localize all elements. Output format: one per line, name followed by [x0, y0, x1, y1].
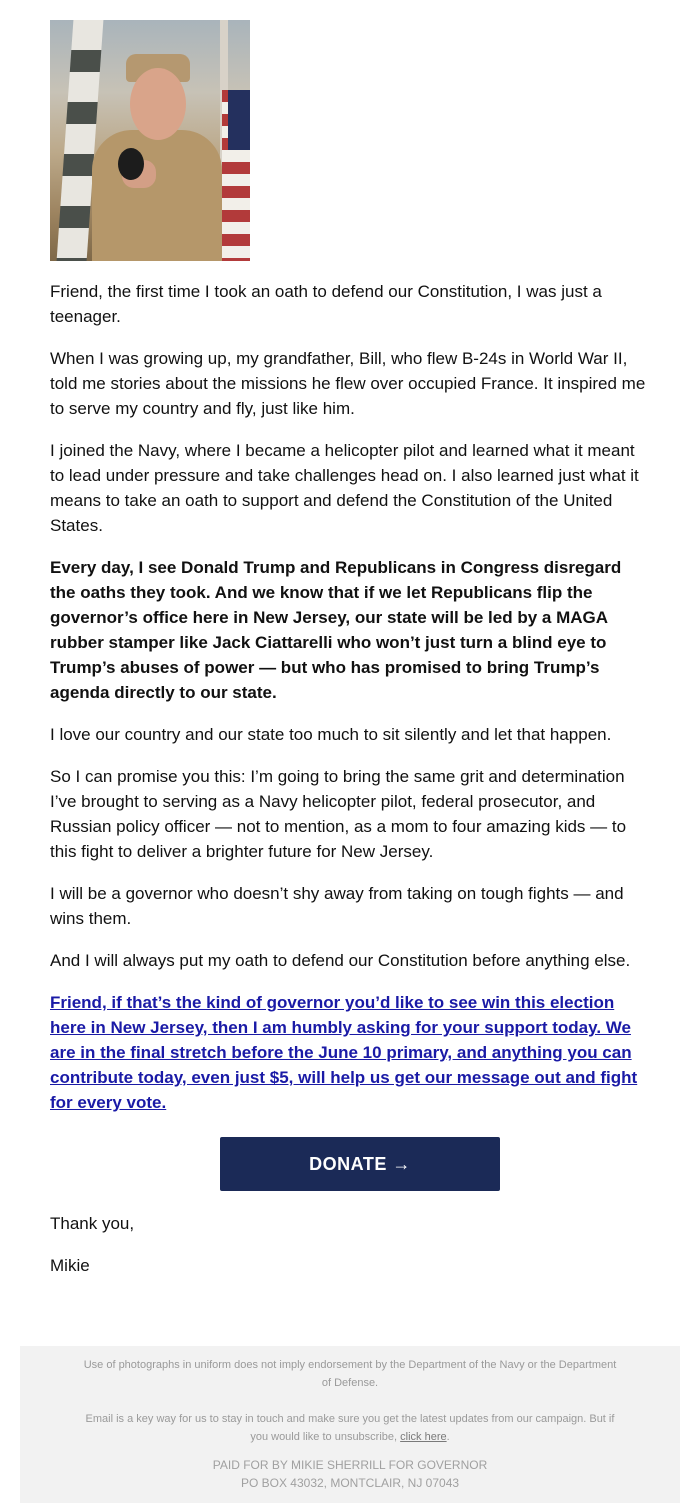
closing-text: Thank you,: [50, 1214, 135, 1233]
paragraph-governor-fights: I will be a governor who doesn’t shy away from taking on tough fights — and wins them.: [50, 884, 624, 928]
email-body: [50, 20, 650, 1278]
signature: Mikie: [50, 1256, 90, 1275]
paragraph-oath-constitution: And I will always put my oath to defend our Constitution before anything else.: [50, 951, 631, 970]
email-footer: [20, 1346, 680, 1503]
paragraph-love-country: I love our country and our state too much to sit silently and let that happen.: [50, 725, 612, 744]
period: .: [446, 1431, 450, 1443]
paragraph-trump-republicans: Every day, I see Donald Trump and Republicans in Congress disregard the oaths they took. And we know that if we let Republicans flip the governor’s office here in New Jersey, our state will be led by a MAGA rubber stamper like Jack Ciattarelli who won’t just turn a blind eye to Trump’s abuses of power — but who has promised to bring Trump’s agenda directly to our state.: [50, 558, 622, 702]
donate-button[interactable]: DONATE →: [220, 1137, 500, 1191]
paid-for-text: PAID FOR BY MIKIE SHERRILL FOR GOVERNOR: [212, 1458, 488, 1472]
unsubscribe-link[interactable]: click here: [400, 1431, 447, 1443]
uniform-disclaimer: Use of photographs in uniform does not imply endorsement by the Department of the Navy or the Department of Defense.: [83, 1359, 617, 1389]
email-note-text: Email is a key way for us to stay in touch and make sure you get the latest updates from our campaign. But if you would like to unsubscribe,: [85, 1413, 615, 1443]
paragraph-promise: So I can promise you this: I’m going to bring the same grit and determination I’ve brought to serving as a Navy helicopter pilot, federal prosecutor, and Russian policy officer — not to mention, as a mom to four amazing kids — to this fight to deliver a brighter future for New Jersey.: [50, 767, 627, 861]
paid-for-block: [20, 1456, 680, 1492]
donation-ask-link[interactable]: Friend, if that’s the kind of governor you’d like to see win this election here in New Jersey, then I am humbly asking for your support today. We are in the final stretch before the June 10 primary, and anything you can contribute today, even just $5, will help us get our message out and fight for every vote.: [50, 993, 638, 1112]
paragraph-navy: I joined the Navy, where I became a helicopter pilot and learned what it meant to lead under pressure and take challenges head on. I also learned just what it means to take an oath to support and defend the Constitution of the United States.: [50, 441, 639, 535]
paragraph-oath-teenager: Friend, the first time I took an oath to defend our Constitution, I was just a teenager.: [50, 282, 602, 326]
paragraph-grandfather: When I was growing up, my grandfather, Bill, who flew B-24s in World War II, told me stories about the missions he flew over occupied France. It inspired me to serve my country and fly, just like him.: [50, 349, 646, 418]
navy-uniform-photo: [50, 20, 250, 261]
unsubscribe-note: [20, 1410, 680, 1446]
mailing-address: PO BOX 43032, MONTCLAIR, NJ 07043: [240, 1476, 460, 1490]
